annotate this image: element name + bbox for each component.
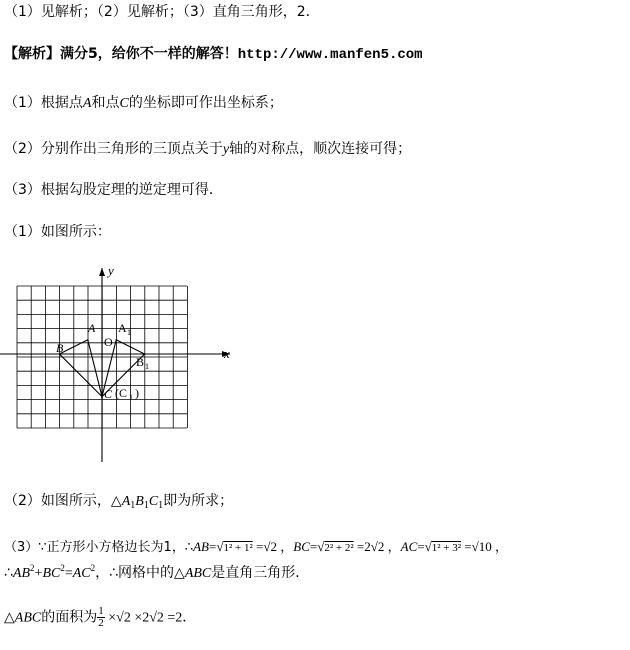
step-text: 分别作出三角形的三顶点关于 — [40, 141, 223, 157]
step-text: 根据勾股定理的逆定理可得． — [40, 182, 223, 198]
part3-line1 — [4, 537, 508, 558]
origin-label: O — [104, 335, 113, 349]
triangle-abc — [59, 340, 102, 397]
radicand-ac: 1² + 3² — [431, 542, 462, 554]
area-line — [4, 606, 196, 629]
subscript: 1 — [158, 500, 164, 511]
segment-ac: AC — [72, 566, 91, 581]
denominator: 2 — [98, 617, 104, 629]
step-number: （2） — [4, 141, 41, 157]
step-2 — [4, 139, 411, 160]
x-axis-label: x — [224, 346, 230, 361]
site-url: http://www.manfen5.com — [237, 47, 423, 63]
point-c-label: C — [119, 96, 129, 111]
equals-sign: = — [64, 566, 73, 581]
triangle-symbol: △ — [110, 493, 122, 509]
area-expression: ×√2 ×2√2 =2． — [104, 610, 197, 626]
part2-text: （2）如图所示， — [4, 493, 111, 509]
plus-sign: + — [34, 566, 43, 581]
label-b: B — [56, 341, 64, 355]
part3-text: ∵正方形小方格边长为1，∴ — [38, 540, 194, 555]
y-axis-label: y — [108, 263, 114, 278]
label-c1: (C — [115, 386, 127, 400]
step-3 — [4, 180, 223, 200]
label-a1: A — [118, 321, 127, 335]
exponent: 2 — [30, 563, 35, 573]
part2-line — [4, 491, 233, 516]
part3-line2 — [4, 558, 309, 584]
exponent: 2 — [90, 563, 96, 573]
label-a1-sub: 1 — [127, 328, 131, 337]
fraction-half — [97, 606, 105, 629]
vertex-c1: C — [148, 494, 159, 509]
segment-ac: AC — [400, 539, 418, 554]
vertex-b1: B — [135, 494, 144, 509]
exponent: 2 — [60, 563, 65, 573]
step-number: （3） — [4, 182, 41, 198]
subscript: 1 — [143, 500, 149, 511]
analysis-header — [4, 44, 423, 65]
step-text: 的坐标即可作出坐标系； — [128, 95, 283, 111]
segment-bc: BC — [42, 566, 61, 581]
step-text: 根据点 — [40, 95, 83, 111]
radicand-ab: 1² + 1² — [223, 542, 253, 554]
numerator: 1 — [98, 605, 104, 617]
segment-ab: AB — [193, 539, 209, 554]
sqrt-sign: =√ — [309, 539, 325, 554]
answer-line: （1）见解析；（2）见解析；（3）直角三角形，2． — [4, 4, 320, 20]
segment-bc: BC — [293, 539, 310, 554]
step-number: （1） — [4, 95, 41, 111]
part2-text: 即为所求； — [163, 493, 234, 509]
triangle-abc: ABC — [14, 610, 42, 626]
sqrt-sign: =√ — [209, 539, 224, 554]
label-a: A — [88, 321, 96, 335]
slogan: 满分5，给你不一样的解答！ — [60, 46, 238, 62]
analysis-tag: 【解析】 — [4, 46, 60, 62]
triangle-abc: ABC — [184, 566, 212, 581]
ab-value: =√2 ， — [252, 539, 294, 554]
step-1 — [4, 93, 283, 114]
coordinate-grid-figure — [0, 262, 240, 472]
part1-heading: （1）如图所示： — [4, 224, 111, 240]
label-c1-sub: 1 — [129, 393, 133, 402]
label-b1: B — [136, 355, 145, 369]
area-text: 的面积为 — [41, 609, 98, 626]
sqrt-sign: =√ — [417, 539, 432, 554]
vertex-a1: A — [121, 494, 131, 509]
label-b1-sub: 1 — [145, 362, 149, 371]
part3-number: （3） — [4, 540, 39, 555]
radicand-bc: 2² + 2² — [324, 542, 354, 554]
subscript: 1 — [130, 500, 136, 511]
bc-value: =2√2 ， — [353, 539, 401, 554]
part3-text: 是直角三角形． — [211, 565, 310, 581]
step-text: 和点 — [91, 95, 120, 111]
label-c: C — [104, 387, 113, 401]
y-axis-arrow — [99, 268, 105, 276]
segment-ab: AB — [12, 566, 31, 581]
part3-text: ，∴网格中的△ — [95, 565, 185, 581]
ac-value: =√10 ， — [461, 539, 508, 554]
step-text: 轴的对称点，顺次连接可得； — [229, 141, 412, 157]
point-a-label: A — [82, 96, 92, 111]
triangle-symbol: △ — [4, 609, 15, 626]
label-c1-close: ) — [135, 386, 139, 400]
y-axis-ref: y — [222, 142, 230, 157]
therefore-symbol: ∴ — [4, 565, 13, 581]
